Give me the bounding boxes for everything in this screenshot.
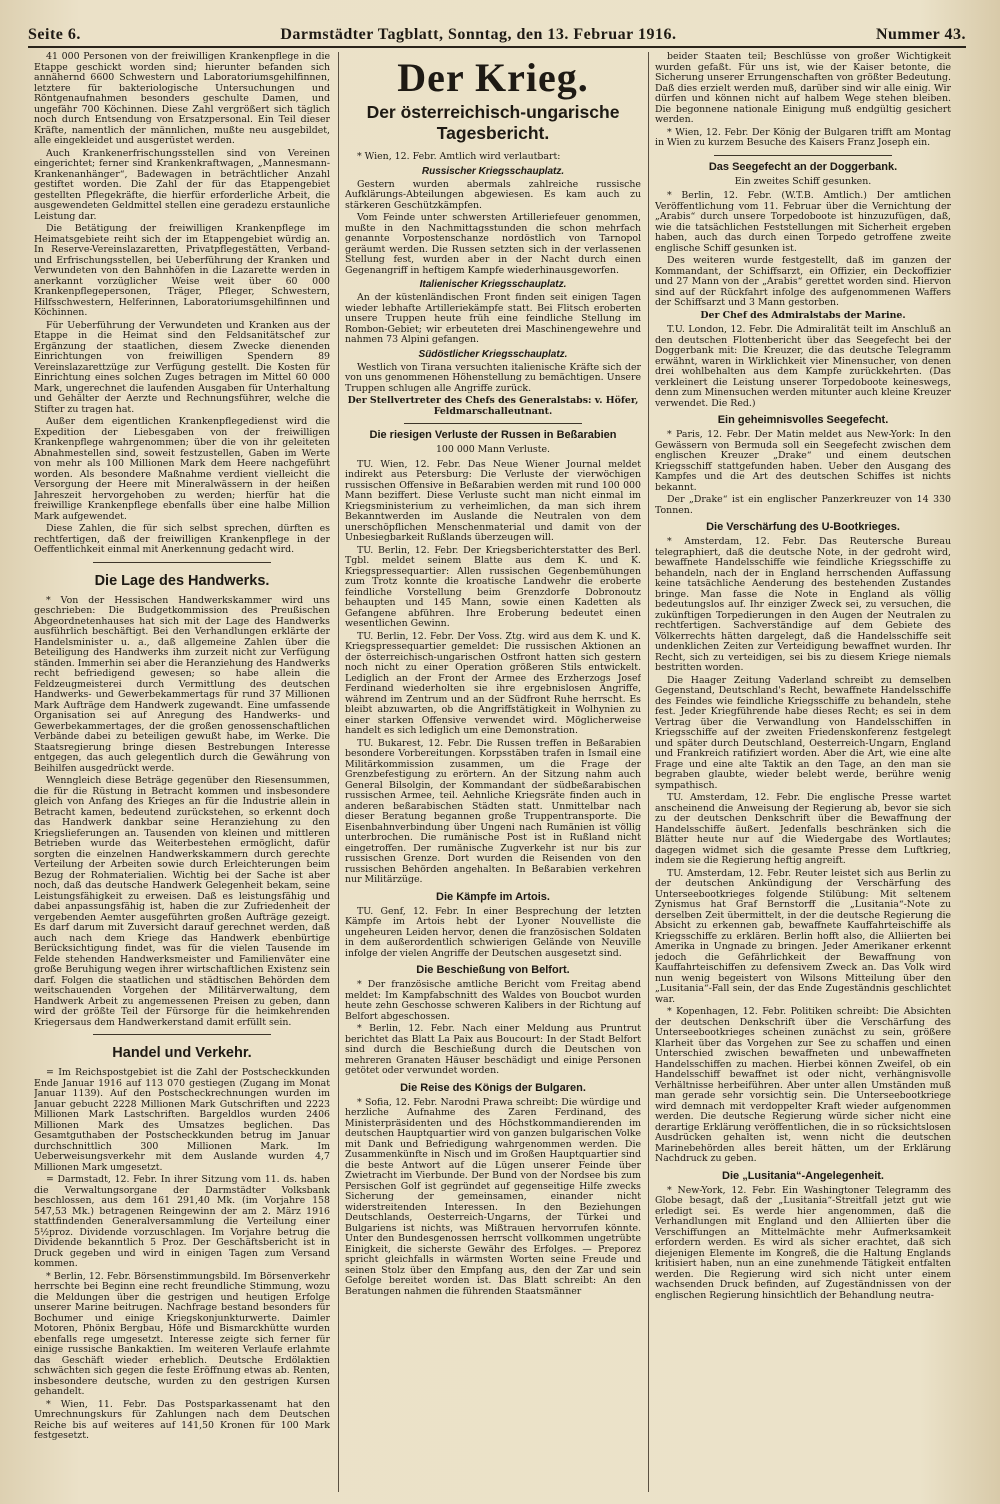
paragraph: * Berlin, 12. Febr. Nach einer Meldung aus Pruntrut berichtet das Blatt La Paix aus Boucourt: In der Stadt Belfort sind durch die Beschießung durch die Deutschen von mehreren Granaten Häuser beschädigt und einige Personen getötet oder verwundet worden. xyxy=(345,1023,641,1076)
paragraph: Auch Krankenerfrischungsstellen sind von Vereinen eingerichtet; ferner sind Krankenkraftwagen, „Mannesmann-Krankenanhänger“, Badewagen in beträchtlicher Anzahl gestiftet worden. Die Zahl der für das Etappengebiet gestellten Pflegekräfte, die hierfür erforderliche Arbeit, die ausgewendeten Geldmittel stellen eine geradezu erstaunliche Leistung dar. xyxy=(34,147,330,222)
paragraph: TU. Amsterdam, 12. Febr. Reuter leistet sich aus Berlin zu der deutschen Ankündigung der Verschärfung des Unterseebootkrieges folgende Stilübung: Mit seltenem Zynismus hat Graf Bernstorff die „Lusitania“-Note zu derselben Zeit übermittelt, in der die deutsche Regierung die Absicht zu erkennen gab, bewaffnete Kauffahrteischiffe als Kriegsschiffe zu erklären. Berlin hofft also, die Alliierten bei Amerika in Ungnade zu bringen. Jeder Amerikaner erkennt jedoch die Gefährlichkeit der Bewaffnung von Kauffahrteischiffen zu defensivem Zweck an. Das Volk wird nun wenig begeistert von Wilsons Mitteilung über den „Lusitania“-Fall sein, der das Ende Zugeständnis geschlichtet war. xyxy=(655,867,951,1005)
section-subheading: 100 000 Mann Verluste. xyxy=(435,444,551,455)
paragraph: Die Haager Zeitung Vaderland schreibt zu demselben Gegenstand, Deutschland's Recht, bewaffnete Handelsschiffe des Feindes wie feindliche Kriegsschiffe zu behandeln, stehe fest. Jeder Kriegführende habe dieses Recht; es sei in dem Vertrag über die Verwandlung von Handelsschiffen in Kriegsschiffe auf der zweiten Friedenskonferenz festgelegt und später durch Deutschland, Oesterreich-Ungarn, England und Frankreich ratifiziert worden. Aber die Art, wie eine alte Frage und eine alte Taktik an den Tage, an den man sie begraben glaubte, wieder belebt werde, berühre wenig sympathisch. xyxy=(655,674,951,791)
section-heading: Südöstlicher Kriegsschauplatz. xyxy=(418,348,568,360)
paragraph: Der „Drake“ ist ein englischer Panzerkreuzer von 14 330 Tonnen. xyxy=(655,494,951,516)
paragraph: * Wien, 11. Febr. Das Postsparkassenamt hat den Umrechnungskurs für Zahlungen nach dem Deutschen Reiche bis auf weiteres auf 141,50 Kronen für 100 Mark festgesetzt. xyxy=(34,1398,330,1441)
section-heading: Die Lage des Handwerks. xyxy=(94,572,270,589)
paragraph: Des weiteren wurde festgestellt, daß im ganzen der Kommandant, der Schiffsarzt, ein Offizier, ein Deckoffizier und 27 Mann von der „Arabis“ gerettet worden sind. Hiervon sind auf der Rückfahrt infolge des aufgenommenen Waffers der Schiffsarzt und 3 Mann gestorben. xyxy=(655,255,951,308)
paragraph: * Von der Hessischen Handwerkskammer wird uns geschrieben: Die Budgetkommission des Preußischen Abgeordnetenhauses hat sich mit der Lage des Handwerks ausführlich beschäftigt. Bei den Verhandlungen erklärte der Handelsminister u. a., daß allgemeine Zahlen über die Beteiligung des Handwerks ihm zurzeit nicht zur Verfügung ständen. Immerhin sei aber die Heranziehung des Handwerks recht befriedigend gewesen; so habe allein die Feldzeugmeisterei durch Vermittlung des deutschen Handwerks- und Gewerbekammertags für rund 37 Millionen Mark Aufträge dem Handwerk zugewandt. Eine umfassende Organisation sei auf Anregung des Handwerks- und Gewerbekammertages, der die großen genossenschaftlichen Verbände dabei zu beteiligen gewußt habe, im Werke. Die Staatsregierung bringe diesen Bestrebungen Interesse entgegen, das auch gelegentlich durch die Gewährung von Beihilfen ausgedrückt werde. xyxy=(34,594,330,774)
paragraph: * Der französische amtliche Bericht vom Freitag abend meldet: Im Kampfabschnitt des Waldes von Boucbot wurden heute zehn Geschosse schweren Kalibers in der Richtung auf Belfort abgeschossen. xyxy=(345,979,641,1022)
signature: Der Stellvertreter des Chefs des Generalstabs: v. Höfer, Feldmarschalleutnant. xyxy=(347,395,639,417)
paragraph: TU. Genf, 12. Febr. In einer Besprechung der letzten Kämpfe im Artois hebt der Lyoner Nouvelliste die ungeheuren Leiden hervor, denen die französischen Soldaten in dem außerordentlich schwierigen Gelände von Neuville infolge der vielen Angriffe der Deutschen ausgesetzt sind. xyxy=(345,905,641,959)
paragraph: Außer dem eigentlichen Krankenpflegedienst wird die Expedition der Liebesgaben von der freiwilligen Krankenpflege wahrgenommen; über die von ihr geleiteten Abnahmestellen sind, soweit festzustellen, Gaben im Werte von mehr als 100 Millionen Mark dem Heere nachgeführt worden. Als besondere Maßnahme verdient vielleicht die Versorgung der Heere mit Mineralwässern in der heißen Jahreszeit hervorgehoben zu werden; hierfür hat die freiwillige Krankenpflege ebenfalls über eine halbe Million Mark aufgewendet. xyxy=(34,416,330,522)
column-divider xyxy=(648,52,649,1492)
paragraph: Westlich von Tirana versuchten italienische Kräfte sich der von uns genommenen Höhenstellung zu bemächtigen. Unsere Truppen schlugen alle Angriffe zurück. xyxy=(345,361,641,394)
section-subheading: Ein zweites Schiff gesunken. xyxy=(734,175,872,187)
paragraph: TU. Wien, 12. Febr. Das Neue Wiener Journal meldet indirekt aus Petersburg: Die Verluste der vierwöchigen russischen Offensive in Beßarabien werden mit rund 100 000 Mann beziffert. Diese Verluste sucht man nicht einmal im Kriegsministerium zu verheimlichen, da man sich ihrem Bekanntwerden im Auslande die Neutralen von dem unerschöpflichen Menschenmaterial und damit von der Unbesiegbarkeit Rußlands überzeugen will. xyxy=(345,458,641,543)
paragraph: Wenngleich diese Beträge gegenüber den Riesensummen, die für die Rüstung in Betracht kommen und insbesondere gleich von Anfang des Krieges an für die Industrie allein in Betracht kamen, bedeutend zurückstehen, so erkennt doch das Handwerk dankbar seine Heranziehung zu den Kriegslieferungen an. Tausenden von kleinen und mittleren Betrieben wurde das Weiterbestehen ermöglicht, dafür sorgten die einzelnen Handwerkskammern durch gerechte Verteilung der Arbeiten sowie durch Erleichterungen beim Bezug der Rohmaterialien. Wichtig bei der Sache ist aber noch, daß das deutsche Handwerk Gelegenheit bekam, seine Leistungsfähigkeit zu erweisen. Daß es leistungsfähig und dabei anpassungsfähig ist, haben die zur Zufriedenheit der vergebenden Aemter ausgeführten großen Aufträge gezeigt. Es darf darum mit Zuversicht darauf gerechnet werden, daß auch nach dem Kriege das Handwerk ebenbürtige Berücksichtigung findet, was für die vielen Tausende im Felde stehenden Handwerksmeister und Familienväter eine große Beruhigung wegen ihrer wirtschaftlichen Existenz sein darf. Folgen die staatlichen und städtischen Behörden dem weitschauenden Vorgehen der Militärverwaltung, dem Handwerk Arbeit zu angemessenen Preisen zu geben, dann wird der größte Teil der Fürsorge für die heimkehrenden Kriegersaus dem Handwerkerstand damit erfüllt sein. xyxy=(34,775,330,1028)
section-heading: Ein geheimnisvolles Seegefecht. xyxy=(717,414,889,426)
paragraph: * Amsterdam, 12. Febr. Das Reutersche Bureau telegraphiert, daß die deutsche Note, in der gedroht wird, bewaffnete Handelsschiffe wie feindliche Kriegsschiffe zu behandeln, nach der in England herrschenden Auffassung keine tatsächliche Aenderung des bestehenden Zustandes bringe. Man fasse die Note in England als völlig bedeutungslos auf. Ihr einziger Zweck sei, zu versuchen, die zukünftigen Torpedierungen in den Augen der Neutralen zu rechtfertigen. Sachverständige auf dem Gebiete des Völkerrechts hätten dargelegt, daß die Handelsschiffe seit undenklichen Zeiten zur Verteidigung bewaffnet wurden. Ihr Recht, sich zu verteidigen, sei bis zu diesem Kriege niemals bestritten worden. xyxy=(655,536,951,673)
section-heading: Russischer Kriegsschauplatz. xyxy=(421,165,565,177)
section-rule xyxy=(93,1034,271,1035)
paragraph: * Berlin, 12. Febr. (W.T.B. Amtlich.) Der amtlichen Veröffentlichung vom 11. Februar über die Vernichtung der „Arabis“ durch unsere Torpedoboote ist hinzuzufügen, daß, wie die tatsächlichen Feststellungen mit Sicherheit ergeben haben, auch das durch einen Torpedo getroffene zweite englische Schiff gesunken ist. xyxy=(655,190,951,254)
paragraph: 41 000 Personen von der freiwilligen Krankenpflege in die Etappe geschickt worden sind; hierunter befanden sich annähernd 6600 Schwestern und Laboratoriumsgehilfinnen, letztere für bakteriologische Untersuchungen und Röntgenaufnahmen besonders geschulte Damen, und ungefähr 700 Köchinnen. Diese Zahl vergrößert sich täglich noch durch Entsendung von Ersatzpersonal. Ein Teil dieser Kräfte, namentlich der männlichen, mußte neu ausgebildet, alle eingekleidet und ausgerüstet werden. xyxy=(34,52,330,146)
paragraph: Vom Feinde unter schwersten Artilleriefeuer genommen, mußte in den Nachmittagsstunden die schon mehrfach genannte Vorpostenschanze nordöstlich von Tarnopol geräumt werden. Die Russen setzten sich in der verlassenen Stellung fest, wurden aber in der Nacht durch einen Gegenangriff in heftigem Kampfe wiederhinausgeworfen. xyxy=(345,212,641,276)
section-heading: Das Seegefecht an der Doggerbank. xyxy=(708,160,898,173)
paragraph: * Sofia, 12. Febr. Narodni Prawa schreibt: Die würdige und herzliche Aufnahme des Zaren Ferdinand, des Ministerpräsidenten und des Höchstkommandierenden im deutschen Hauptquartier wird von ganzen bulgarischen Volke mit Dank und Befriedigung wahrgenommen werden. Die Zusammenkünfte in Nisch und im Großen Hauptquartier sind die beste Antwort auf die Lügen unserer Feinde über Zwietracht im Vierbunde. Der Bund von der Nordsee bis zum Persischen Golf ist gegründet auf gegenseitige Hilfe zwecks Sicherung der gemeinsamen, einander nicht widerstreitenden Interessen. In den Beziehungen Deutschlands, Oesterreich-Ungarns, der Türkei und Bulgariens ist nichts, was Mißtrauen hervorrufen könnte. Unter den Bundesgenossen herrscht vollkommen ungetrübte Einigkeit, die sicherste Gewähr des Erfolges. — Preporez spricht gleichfalls in wärmsten Worten seine Freude und seinen Stolz über den Empfang aus, den der Zar und sein Gefolge bereitet worden ist. Das Blatt schreibt: An den Beratungen nahmen die führenden Staatsmänner xyxy=(345,1096,641,1297)
column-left xyxy=(34,52,330,1494)
paragraph: * Wien, 12. Febr. Der König der Bulgaren trifft am Montag in Wien zu kurzem Besuche des Kaisers Franz Joseph ein. xyxy=(655,126,951,148)
section-heading: Die Kämpfe im Artois. xyxy=(436,890,550,903)
column-right xyxy=(655,52,951,1494)
paragraph: TU. Berlin, 12. Febr. Der Voss. Ztg. wird aus dem K. und K. Kriegspressequartier gemeldet: Die russischen Aktionen an der österreichisch-ungarischen Ostfront hatten sich gestern noch nicht zu einer Operation größeren Stils entwickelt. Lediglich an der Front der Armee des Erzherzogs Josef Ferdinand wiederholten sie ihre ergebnislosen Angriffe, während im Zentrum und an der Südfront Ruhe herrscht. Es bleibt abzuwarten, ob die Angriffstätigkeit in Wolhynien zu einer starken Offensive verwendet wird. Möglicherweise handelt es sich lediglich um eine Demonstration. xyxy=(345,630,641,736)
dateline: * Wien, 12. Febr. Amtlich wird verlautbart: xyxy=(357,151,561,162)
issue-number: Nummer 43. xyxy=(875,26,966,43)
paragraph: * Kopenhagen, 12. Febr. Politiken schreibt: Die Absichten der deutschen Denkschrift über die Verschärfung des Unterseebootkrieges scheinen zunächst zu sein, größere Klarheit über das Vorgehen zur See zu schaffen und einen Unterschied zwischen bewaffneten und unbewaffneten Handelsschiffen zu machen. Hierbei können Zweifel, ob ein Handelsschiff bewaffnet ist oder nicht, verhängnisvolle Verhältnisse herbeiführen. Aber unter allen Umständen muß man gerade sehr vorsichtig sein. Die Unterseebootkriege wird demnach mit verdoppelter Kraft wieder aufgenommen werden. Die deutsche Regierung würde sicher nicht eine derartige Erklärung veröffentlichen, die in so rücksichtslosen Ausdrücken gehalten ist, wenn nicht die deutschen Marinebehörden alles bereit hätten, um der Erklärung Nachdruck zu geben. xyxy=(655,1006,951,1164)
column-middle xyxy=(345,52,641,1494)
paragraph: Diese Zahlen, die für sich selbst sprechen, dürften es rechtfertigen, daß der freiwilligen Krankenpflege in der Oeffentlichkeit einmal mit Anerkennung gedacht wird. xyxy=(34,523,330,555)
masthead: Darmstädter Tagblatt, Sonntag, den 13. Februar 1916. xyxy=(280,26,677,43)
section-rule xyxy=(404,423,582,424)
paragraph: Gestern wurden abermals zahlreiche russische Aufklärungs-Abteilungen abgewiesen. Es kam auch zu stärkeren Geschützkämpfen. xyxy=(345,178,641,211)
main-headline: Der Krieg. xyxy=(397,55,589,100)
paragraph: TU. Bukarest, 12. Febr. Die Russen treffen in Beßarabien besondere Vorbereitungen. Korpsstäben trafen in Ismail eine Militärkommission zusammen, um die Frage der Grenzbefestigung zu erörtern. An der Sitzung nahm auch General Bilsolgin, der Kommandant der südbeßarabischen russischen Armee, teil. Aehnliche Kriegsräte finden auch in anderen beßarabischen Städten statt. Unmittelbar nach dieser Beratung begannen große Truppentransporte. Die Eisenbahnverbindung über Ungeni nach Rumänien ist völlig unterbrochen. Die rumänische Post ist in Rußland nicht eingetroffen. Der rumänische Zugverkehr ist nur bis zur russischen Grenze. Dort wurden die Reisenden von den russischen Behörden angehalten. In Beßarabien verkehren nur Militärzüge. xyxy=(345,737,641,885)
page-number: Seite 6. xyxy=(28,26,81,43)
section-heading: Die riesigen Verluste der Russen in Beßarabien xyxy=(369,429,617,441)
paragraph: = Im Reichspostgebiet ist die Zahl der Postscheckkunden Ende Januar 1916 auf 113 070 gestiegen (Zugang im Monat Januar 1139). Auf den Postscheckrechnungen wurden im Januar gebucht 2228 Millionen Mark Gutschriften und 2223 Millionen Mark Lastschriften. Bargeldlos wurden 2406 Millionen Mark des Umsatzes beglichen. Das Gesamtguthaben der Postscheckkunden betrug im Januar durchschnittlich 300 Millionen Mark. Im Ueberweisungsverkehr mit dem Auslande wurden 4,7 Millionen Mark umgesetzt. xyxy=(34,1067,330,1173)
section-rule xyxy=(93,562,271,563)
paragraph: * New-York, 12. Febr. Ein Washingtoner Telegramm des Globe besagt, daß der „Lusitania“-Streitfall jetzt gut wie erledigt sei. Es werde hier angenommen, daß die Verhandlungen mit England und den Alliierten über die Verschiffungen an Mittelmächte mehr Aufmerksamkeit erfordern werden. Es wird als sicher erachtet, daß sich diejenigen Elemente im Kongreß, die die Haltung Englands kritisiert haben, nun an eine zunehmende Tätigkeit entfalten werden. Die Regierung wird sich nicht unter einem wachsenden Druck befinden, auf Zugeständnissen von der englischen Regierung hinsichtlich der Behandlung neutra- xyxy=(655,1184,951,1301)
paragraph: = Darmstadt, 12. Febr. In ihrer Sitzung vom 11. ds. haben die Verwaltungsorgane der Darmstädter Volksbank beschlossen, aus dem 161 291,40 Mk. (im Vorjahre 158 547,53 Mk.) betragenen Reingewinn der am 2. März 1916 stattfindenden Generalversammlung die Verteilung einer 5½proz. Dividende vorzuschlagen. Im Vorjahre betrug die Dividende bekanntlich 5 Proz. Der Geschäftsbericht ist in Druck gegeben und wird in einigen Tagen zum Versand kommen. xyxy=(34,1174,330,1269)
paragraph: beider Staaten teil; Beschlüsse von großer Wichtigkeit wurden gefaßt. Für uns ist, wie der Kaiser betonte, die Sicherung unserer Errungenschaften von größter Bedeutung. Daß dies erzielt werden muß, darüber sind wir alle einig. Wir dürfen und können nicht auf halbem Wege stehen bleiben. Die begonnene nationale Einigung muß endgültig gesichert werden. xyxy=(655,52,951,125)
section-rule xyxy=(714,155,892,156)
page-header xyxy=(28,26,966,48)
signature: Der Chef des Admiralstabs der Marine. xyxy=(700,309,906,321)
paragraph: TU. Amsterdam, 12. Febr. Die englische Presse wartet anscheinend die Anweisung der Regierung ab, bevor sie sich zu der deutschen Denkschrift über die Bewaffnung der Handelsschiffe äußert. Jedenfalls beschränken sich die Blätter heute nur auf die Wiedergabe des Wortlautes; dagegen widmet sich die gesamte Presse dem Luftkrieg, indem sie die Regierung heftig angreift. xyxy=(655,792,951,866)
section-heading: Italienischer Kriegsschauplatz. xyxy=(419,279,567,290)
section-heading: Die Beschießung von Belfort. xyxy=(416,964,570,976)
sub-headline: Der österreichisch-ungarische Tagesbericht. xyxy=(366,102,620,143)
section-heading: Handel und Verkehr. xyxy=(112,1045,252,1061)
paragraph: TU. Berlin, 12. Febr. Der Kriegsberichterstatter des Berl. Tgbl. meldet seinem Blatte aus dem K. und K. Kriegspressequartier: Allen russischen Gegenbemühungen zum Trotz konnte die kroatische Landwehr die eroberte feindliche Vorstellung beim Grenzdorfe Dobronoutz behaupten und 145 Mann, sowie einen Kadetten als Gefangene abführen. Ihre Eroberung bedeutet einen wesentlichen Gewinn. xyxy=(345,544,641,629)
paragraph: * Paris, 12. Febr. Der Matin meldet aus New-York: In den Gewässern von Bermuda soll ein Seegefecht zwischen dem englischen Kreuzer „Drake“ und einem deutschen Kriegsschiff stattgefunden haben. Ueber den Ausgang des Kampfes und die Art des deutschen Schiffes ist nichts bekannt. xyxy=(655,429,951,493)
paragraph: T.U. London, 12. Febr. Die Admiralität teilt im Anschluß an den deutschen Flottenbericht über das Seegefecht bei der Doggerbank mit: Die Kreuzer, die das deutsche Telegramm erwähnt, waren in Wirklichkeit vier Minensucher, von denen drei wohlbehalten aus dem Kampfe zurückkehrten. (Das verkleinert die Leistung unserer Torpedoboote keineswegs, denn zum Minensuchen werden mitunter auch kleine Kreuzer verwendet. Die Red.) xyxy=(655,324,951,409)
paragraph: Für Ueberführung der Verwundeten und Kranken aus der Etappe in die Heimat sind den Feldsanitätschef zur Ergänzung der staatlichen, diesem Zwecke dienenden Einrichtungen von freiwilligen Spendern 89 Vereinslazarettzüge zur Verfügung gestellt. Die Kosten für Einrichtung eines solchen Zuges betragen im Mittel 60 000 Mark, ungerechnet die laufenden Ausgaben für Unterhaltung und Gehälter der Aerzte und Rechnungsführer, welche die Stifter zu tragen hat. xyxy=(34,319,330,415)
paragraph: An der küstenländischen Front finden seit einigen Tagen wieder lebhafte Artilleriekämpfe statt. Bei Flitsch eroberten unsere Truppen heute früh eine feindliche Stellung im Rombon-Gebiet; wir erbeuteten drei Maschinengewehre und nahmen 73 Alpini gefangen. xyxy=(345,292,641,345)
section-heading: Die Reise des Königs der Bulgaren. xyxy=(400,1081,586,1094)
column-divider xyxy=(338,52,339,1492)
paragraph: * Berlin, 12. Febr. Börsenstimmungsbild. Im Börsenverkehr herrschte bei Beginn eine recht freundliche Stimmung, wozu die Meldungen über die gestrigen und heutigen Erfolge unserer Marine beitrugen. Nachfrage bestand besonders für Bochumer und einige Kriegskonjunkturwerte. Daimler Motoren, Phönix Bergbau, Höfe und Bismarckhütte wurden ebenfalls rege umgesetzt. Interesse zeigte sich ferner für einige russische Bankaktien. Im weiteren Verlaufe erlahmte das Geschäft wieder erheblich. Deutsche Erdölaktien schwächten sich gegen die feste Eröffnung etwas ab. Renten, insbesondere deutsche, wurden zu den gestrigen Kursen gehandelt. xyxy=(34,1270,330,1397)
paragraph: Die Betätigung der freiwilligen Krankenpflege im Heimatsgebiete reiht sich der im Etappengebiet würdig an. In Reserve-Vereinslazaretten, Privatpflegestätten, Verband- und Erfrischungsstellen, bei Ueberführung der Kranken und Verwundeten von den Bahnhöfen in die Lazarette werden in anerkannt vorzüglicher Weise weit über 60 000 Krankenpflegepersonen, Träger, Pfleger, Schwestern, Hilfsschwestern, Helferinnen, Laboratoriumsgehilfinnen und Köchinnen. xyxy=(34,223,330,318)
section-heading: Die Verschärfung des U-Bootkrieges. xyxy=(706,521,900,533)
section-heading: Die „Lusitania“-Angelegenheit. xyxy=(722,1169,884,1182)
header-rule xyxy=(28,46,966,48)
